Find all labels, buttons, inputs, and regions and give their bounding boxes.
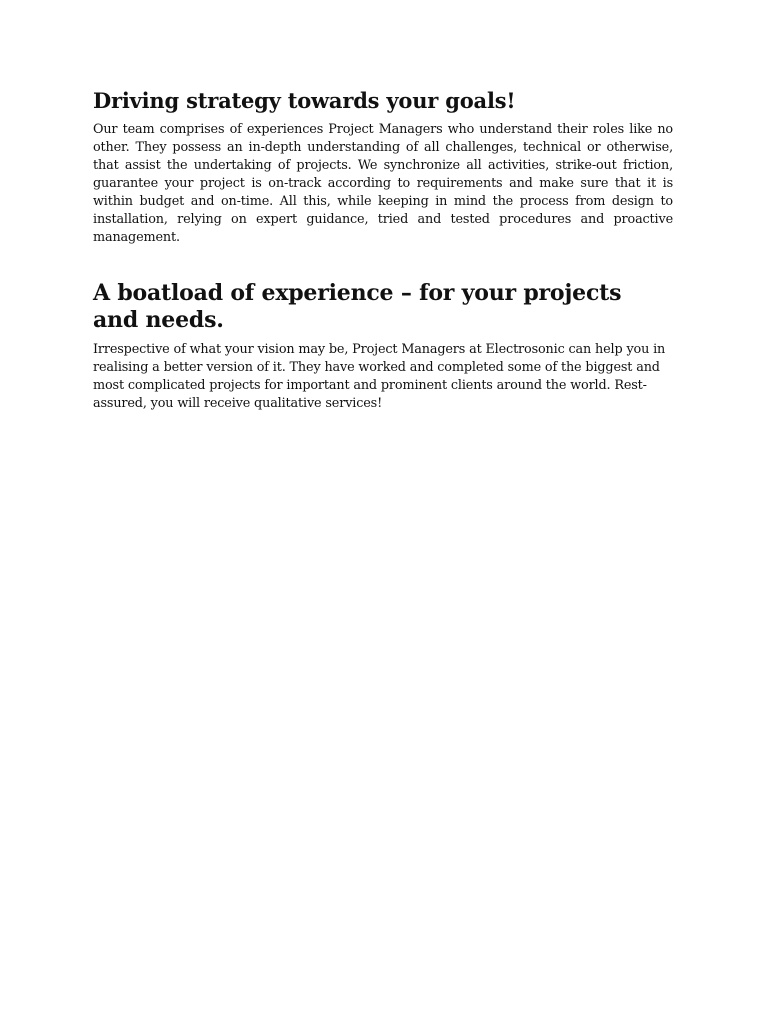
section-heading: Driving strategy towards your goals!	[93, 88, 516, 113]
section-experience	[93, 280, 673, 413]
section-project-strategy	[93, 88, 673, 247]
section-paragraph: Our team comprises of experiences Project Managers who understand their roles like no other. They possess an in-depth understanding of all challenges, technical or otherwise, that assist the undertaking of projects. We synchronize all activities, strike-out friction, guarantee your project is on-track according to requirements and make sure that it is within budget and on-time. All this, while keeping in mind the process from design to installation, relying on expert guidance, tried and tested procedures and proactive management.	[93, 122, 673, 245]
document-content	[93, 88, 673, 413]
section-paragraph: Irrespective of what your vision may be, Project Managers at Electrosonic can help you in realising a better version of it. They have worked and completed some of the biggest and most complicated projects for important and prominent clients around the world. Rest-assured, you will receive qualitative services!	[93, 342, 666, 411]
section-heading: A boatload of experience – for your projects and needs.	[93, 280, 622, 333]
